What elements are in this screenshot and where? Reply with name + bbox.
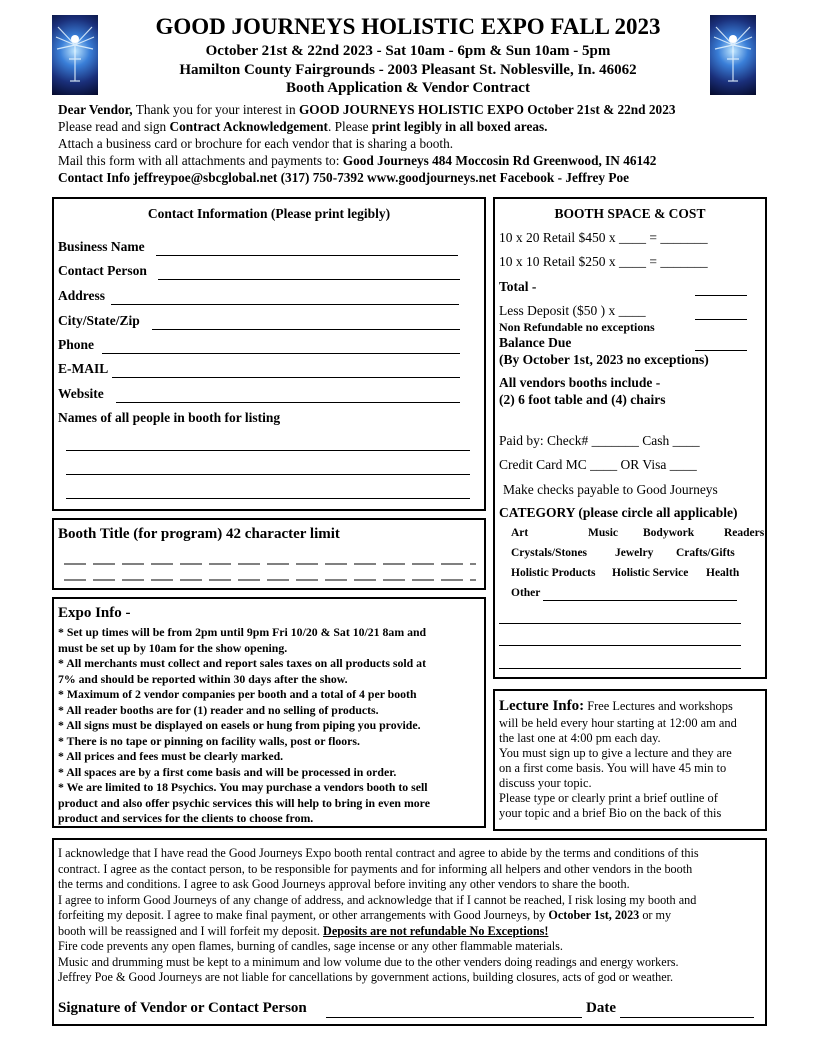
signature-label: Signature of Vendor or Contact Person — [58, 1000, 307, 1016]
category-bodywork[interactable]: Bodywork — [643, 527, 695, 539]
credit-card-row[interactable]: Credit Card MC ____ OR Visa ____ — [499, 457, 697, 472]
expo-line-6: * All reader booths are for (1) reader and no selling of products. — [58, 702, 379, 717]
nonrefundable-note: Non Refundable no exceptions — [499, 320, 655, 334]
ack-line-8: Music and drumming must be kept to a minimum and low volume due to the other venders doing readings and energy workers. — [58, 954, 679, 969]
expo-line-4: 7% and should be reported within 30 days after the show. — [58, 671, 348, 686]
balance-due-field[interactable] — [695, 350, 747, 351]
ack-line-5: forfeiting my deposit. I agree to make final payment, or other arrangements with Good Journeys, by October 1st, 2023 or my — [58, 908, 672, 922]
intro-line-3: Attach a business card or brochure for each vendor that is sharing a booth. — [58, 136, 454, 151]
address-field[interactable] — [111, 304, 459, 305]
expo-line-9: * All prices and fees must be clearly marked. — [58, 749, 284, 763]
deposit-row[interactable]: Less Deposit ($50 ) x ____ — [499, 303, 646, 318]
booth-title-char-blanks[interactable] — [64, 556, 476, 584]
ack-line-2: contract. I agree as the contact person, to be responsible for payments and for informing all helpers and other vendors in the booth — [58, 861, 693, 876]
names-field-2[interactable] — [66, 474, 470, 475]
form-subtitle: Booth Application & Vendor Contract — [286, 80, 530, 96]
booth-space-heading: BOOTH SPACE & COST — [554, 206, 706, 221]
city-state-zip-field[interactable] — [152, 329, 460, 330]
retail-10x20-row[interactable]: 10 x 20 Retail $450 x ____ = _______ — [499, 230, 708, 245]
category-jewelry[interactable]: Jewelry — [615, 547, 654, 559]
intro-line-2: Please read and sign Contract Acknowledgement. Please print legibly in all boxed areas. — [58, 119, 548, 134]
intro-line-4: Mail this form with all attachments and payments to: Good Journeys 484 Moccosin Rd Greenwood, IN 46142 — [58, 153, 657, 168]
lecture-line-5: discuss your topic. — [499, 776, 592, 790]
category-holistic-products[interactable]: Holistic Products — [511, 567, 596, 579]
booth-includes-1: All vendors booths include - — [499, 375, 661, 390]
contact-heading: Contact Information (Please print legibly) — [147, 206, 391, 221]
business-name-label: Business Name — [58, 239, 145, 254]
expo-line-1: * Set up times will be from 2pm until 9pm Fri 10/20 & Sat 10/21 8am and — [58, 625, 427, 639]
deposit-field[interactable] — [695, 319, 747, 320]
category-art[interactable]: Art — [511, 527, 529, 539]
date-label: Date — [586, 1000, 616, 1016]
booth-space-box — [493, 197, 767, 679]
balance-deadline: (By October 1st, 2023 no exceptions) — [499, 352, 709, 367]
city-state-zip-label: City/State/Zip — [58, 313, 140, 328]
signature-field[interactable] — [326, 1017, 582, 1018]
lecture-line-2: the last one at 4:00 pm each day. — [499, 731, 661, 745]
website-field[interactable] — [116, 402, 460, 403]
paid-by-row[interactable]: Paid by: Check# _______ Cash ____ — [499, 433, 700, 448]
ack-line-7: Fire code prevents any open flames, burning of candles, sage incense or any other flammable materials. — [58, 939, 563, 953]
email-field[interactable] — [112, 377, 460, 378]
ack-line-3: the terms and conditions. I agree to ask Good Journeys approval before inviting any other vendors to share the booth. — [58, 877, 630, 891]
category-other: Other — [511, 587, 541, 599]
booth-includes-2: (2) 6 foot table and (4) chairs — [499, 392, 666, 407]
ack-line-4: I agree to inform Good Journeys of any change of address, and acknowledge that if I cannot be reached, I risk losing my booth and — [58, 892, 697, 907]
ack-line-9: Jeffrey Poe & Good Journeys are not liable for cancellations by government actions, building closures, acts of god or weather. — [58, 970, 674, 984]
category-music[interactable]: Music — [588, 527, 619, 539]
expo-line-11: * We are limited to 18 Psychics. You may purchase a vendors booth to sell — [58, 780, 428, 794]
expo-line-13: product and services for the clients to choose from. — [58, 811, 314, 825]
names-label: Names of all people in booth for listing — [58, 410, 281, 425]
contact-person-field[interactable] — [158, 279, 460, 280]
expo-line-5: * Maximum of 2 vendor companies per booth and a total of 4 per booth — [58, 687, 417, 701]
category-readers[interactable]: Readers — [724, 527, 765, 539]
expo-line-3: * All merchants must collect and report sales taxes on all products sold at — [58, 656, 426, 670]
business-name-field[interactable] — [156, 255, 458, 256]
payable-note: Make checks payable to Good Journeys — [503, 482, 718, 497]
expo-line-8: * There is no tape or pinning on facility walls, post or floors. — [58, 733, 360, 748]
category-extra-line-1[interactable] — [499, 623, 741, 624]
lecture-line-4: on a first come basis. You will have 45 min to — [499, 761, 727, 775]
contact-person-label: Contact Person — [58, 263, 147, 278]
lecture-heading-line: Lecture Info: Free Lectures and workshops — [499, 698, 733, 714]
expo-line-2: must be set up by 10am for the show opening. — [58, 640, 288, 655]
lecture-line-1: will be held every hour starting at 12:00 am and — [499, 716, 737, 730]
ack-line-6: booth will be reassigned and I will forfeit my deposit. Deposits are not refundable No Exceptions! — [58, 923, 549, 938]
email-label: E-MAIL — [58, 361, 109, 376]
expo-info-heading: Expo Info - — [58, 605, 131, 621]
category-health[interactable]: Health — [706, 567, 740, 579]
date-field[interactable] — [620, 1017, 754, 1018]
expo-line-10: * All spaces are by a first come basis and will be processed in order. — [58, 764, 397, 779]
category-heading: CATEGORY (please circle all applicable) — [499, 505, 738, 520]
event-location: Hamilton County Fairgrounds - 2003 Pleasant St. Noblesville, In. 46062 — [179, 62, 637, 78]
total-field[interactable] — [695, 295, 747, 296]
names-field-3[interactable] — [66, 498, 470, 499]
category-extra-line-3[interactable] — [499, 668, 741, 669]
expo-line-7: * All signs must be displayed on easels or hung from piping you provide. — [58, 718, 421, 732]
intro-line-1: Dear Vendor, Thank you for your interest in GOOD JOURNEYS HOLISTIC EXPO October 21st & 22nd 2023 — [58, 102, 676, 117]
phone-label: Phone — [58, 337, 95, 352]
lecture-line-7: your topic and a brief Bio on the back of this — [499, 806, 722, 820]
website-label: Website — [58, 386, 104, 401]
expo-info-box — [52, 597, 486, 828]
retail-10x10-row[interactable]: 10 x 10 Retail $250 x ____ = _______ — [499, 254, 708, 269]
category-other-field[interactable] — [543, 600, 737, 601]
lecture-line-3: You must sign up to give a lecture and they are — [499, 746, 732, 760]
category-extra-line-2[interactable] — [499, 645, 741, 646]
category-crystals[interactable]: Crystals/Stones — [511, 547, 588, 559]
acknowledgement-box — [52, 838, 767, 1026]
ack-line-1: I acknowledge that I have read the Good Journeys Expo booth rental contract and agree to abide by the terms and conditions of this — [58, 846, 699, 860]
contact-box — [52, 197, 486, 511]
contact-info-line: Contact Info jeffreypoe@sbcglobal.net (317) 750-7392 www.goodjourneys.net Facebook - Jeffrey Poe — [58, 170, 630, 185]
balance-due-label: Balance Due — [499, 335, 572, 350]
category-holistic-service[interactable]: Holistic Service — [612, 567, 689, 579]
category-crafts[interactable]: Crafts/Gifts — [676, 547, 735, 559]
lecture-info-box — [493, 689, 767, 831]
booth-title-box — [52, 518, 486, 590]
page-title: GOOD JOURNEYS HOLISTIC EXPO FALL 2023 — [155, 14, 661, 39]
address-label: Address — [58, 288, 106, 303]
event-dates: October 21st & 22nd 2023 - Sat 10am - 6pm & Sun 10am - 5pm — [205, 43, 611, 59]
booth-title-label: Booth Title (for program) 42 character limit — [58, 526, 340, 542]
lecture-line-6: Please type or clearly print a brief outline of — [499, 791, 718, 805]
names-field-1[interactable] — [66, 450, 470, 451]
phone-field[interactable] — [102, 353, 460, 354]
expo-line-12: product and also offer psychic services this will help to bring in even more — [58, 795, 430, 810]
total-label: Total - — [499, 279, 537, 294]
